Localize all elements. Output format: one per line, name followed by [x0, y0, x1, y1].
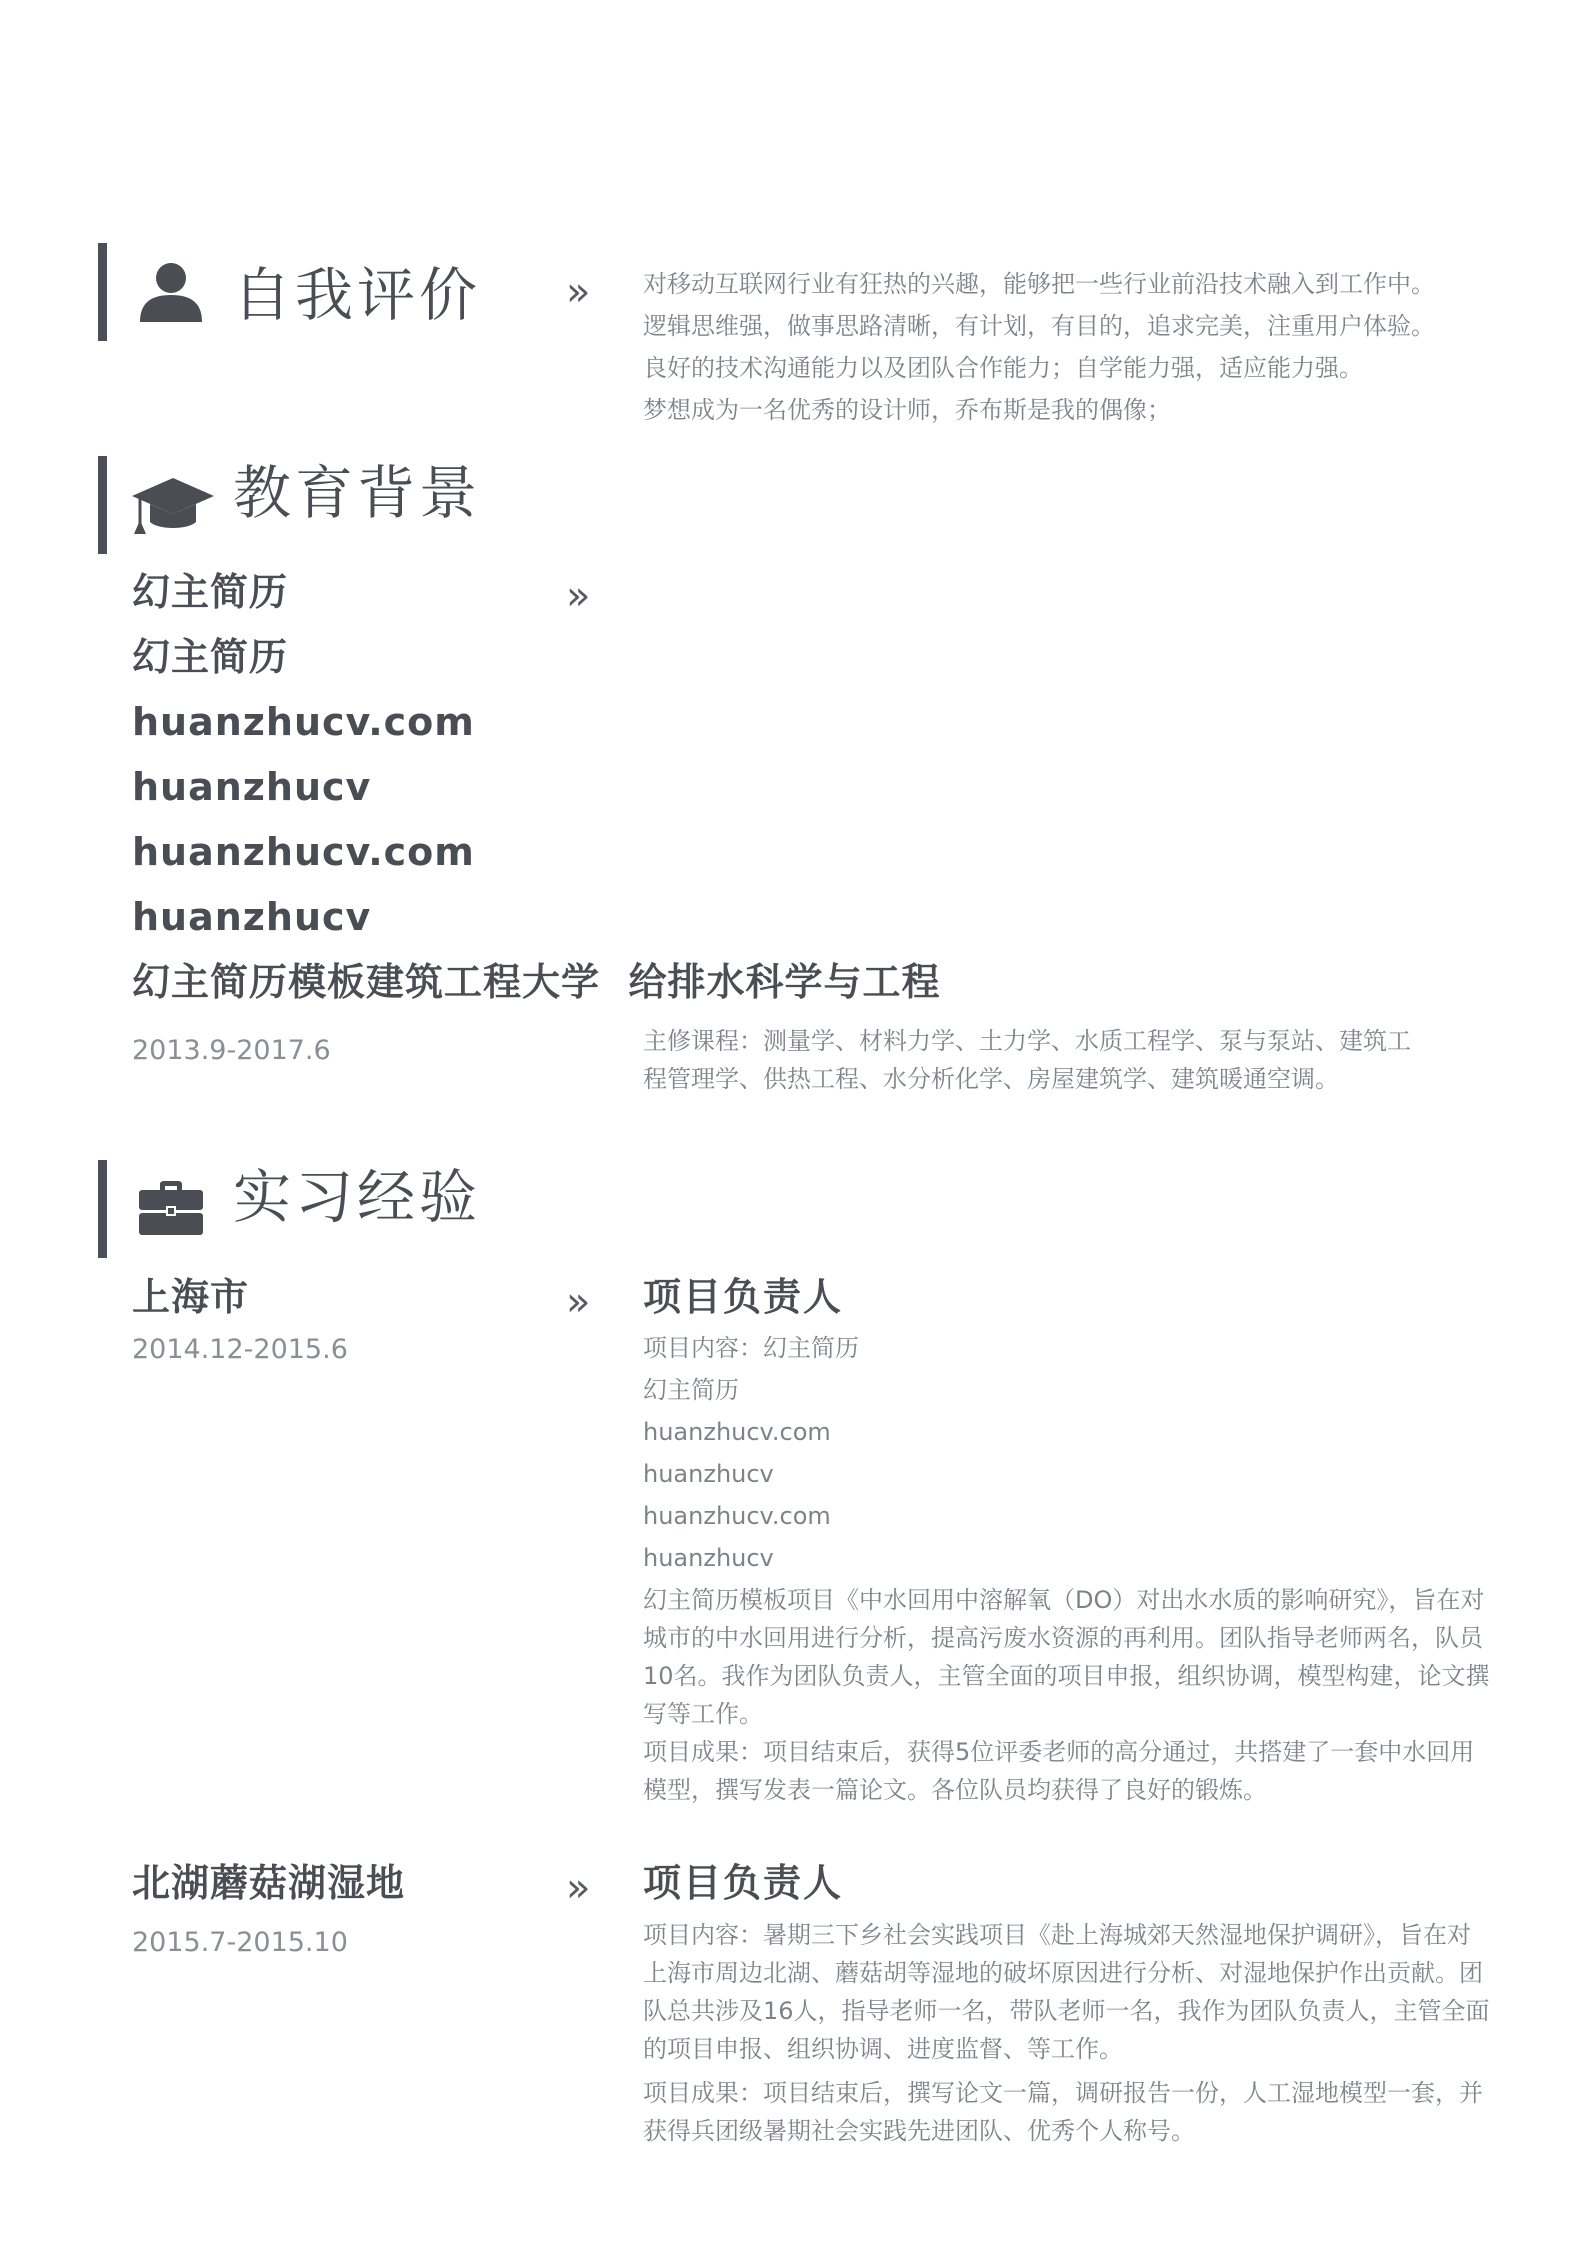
internship-line: 项目内容：幻主简历: [643, 1334, 859, 1362]
internship-short-lines: [643, 1327, 859, 1579]
education-line: huanzhucv: [132, 895, 372, 939]
internship-paragraphs: [643, 1581, 1493, 1809]
user-icon: [138, 262, 204, 328]
internship-paragraph: 项目内容：暑期三下乡社会实践项目《赴上海城郊天然湿地保护调研》，旨在对上海市周边北湖、蘑菇胡等湿地的破坏原因进行分析、对湿地保护作出贡献。团队总共涉及16人，指导老师一名，带队老师一名，我作为团队负责人，主管全面的项目申报、组织协调、进度监督、等工作。: [643, 1921, 1490, 2063]
internship-paragraph: 幻主简历模板项目《中水回用中溶解氧（DO）对出水水质的影响研究》，旨在对城市的中水回用进行分析，提高污废水资源的再利用。团队指导老师两名，队员10名。我作为团队负责人，主管全面的项目申报，组织协调，模型构建，论文撰写等工作。: [643, 1586, 1490, 1728]
internship-paragraphs: [643, 1916, 1493, 2150]
graduation-cap-icon: [130, 476, 216, 540]
section-bar-internship: [98, 1160, 107, 1258]
section-bar-self-eval: [98, 243, 107, 341]
internship-paragraph: 项目成果：项目结束后，撰写论文一篇，调研报告一份，人工湿地模型一套，并获得兵团级暑期社会实践先进团队、优秀个人称号。: [643, 2079, 1483, 2145]
double-chevron-right-icon: »: [566, 269, 591, 315]
self-eval-line: 对移动互联网行业有狂热的兴趣，能够把一些行业前沿技术融入到工作中。: [643, 270, 1435, 298]
education-school-major: 幻主简历模板建筑工程大学 给排水科学与工程: [132, 960, 941, 1004]
section-title-internship: 实习经验: [233, 1163, 482, 1231]
briefcase-icon: [138, 1180, 204, 1240]
internship-line: huanzhucv: [643, 1460, 774, 1488]
internship-org: 北湖蘑菇湖湿地: [132, 1861, 406, 1905]
education-line: huanzhucv.com: [132, 700, 475, 744]
section-bar-education: [98, 456, 107, 554]
self-eval-line: 逻辑思维强，做事思路清晰，有计划，有目的，追求完美，注重用户体验。: [643, 312, 1435, 340]
internship-org: 上海市: [132, 1275, 250, 1319]
internship-role: 项目负责人: [643, 1861, 844, 1905]
internship-date: 2014.12-2015.6: [132, 1334, 348, 1365]
education-date: 2013.9-2017.6: [132, 1035, 331, 1066]
self-eval-line: 梦想成为一名优秀的设计师，乔布斯是我的偶像；: [643, 396, 1171, 424]
double-chevron-right-icon: »: [566, 1279, 591, 1325]
double-chevron-right-icon: »: [566, 1865, 591, 1911]
section-title-self-eval: 自我评价: [233, 261, 482, 329]
self-eval-text: [643, 263, 1435, 431]
education-line: 幻主简历: [132, 635, 289, 679]
internship-line: huanzhucv.com: [643, 1418, 831, 1446]
internship-line: 幻主简历: [643, 1376, 739, 1404]
double-chevron-right-icon: »: [566, 573, 591, 619]
internship-paragraph: 项目成果：项目结束后，获得5位评委老师的高分通过，共搭建了一套中水回用模型，撰写发表一篇论文。各位队员均获得了良好的锻炼。: [643, 1738, 1475, 1804]
section-title-education: 教育背景: [233, 459, 482, 527]
education-line: 幻主简历: [132, 570, 289, 614]
education-line: huanzhucv.com: [132, 830, 475, 874]
self-eval-line: 良好的技术沟通能力以及团队合作能力；自学能力强，适应能力强。: [643, 354, 1363, 382]
internship-line: huanzhucv: [643, 1544, 774, 1572]
internship-date: 2015.7-2015.10: [132, 1927, 348, 1958]
education-line: huanzhucv: [132, 765, 372, 809]
internship-role: 项目负责人: [643, 1275, 844, 1319]
internship-line: huanzhucv.com: [643, 1502, 831, 1530]
education-courses: 主修课程：测量学、材料力学、土力学、水质工程学、泵与泵站、建筑工程管理学、供热工程、水分析化学、房屋建筑学、建筑暖通空调。: [643, 1027, 1411, 1093]
